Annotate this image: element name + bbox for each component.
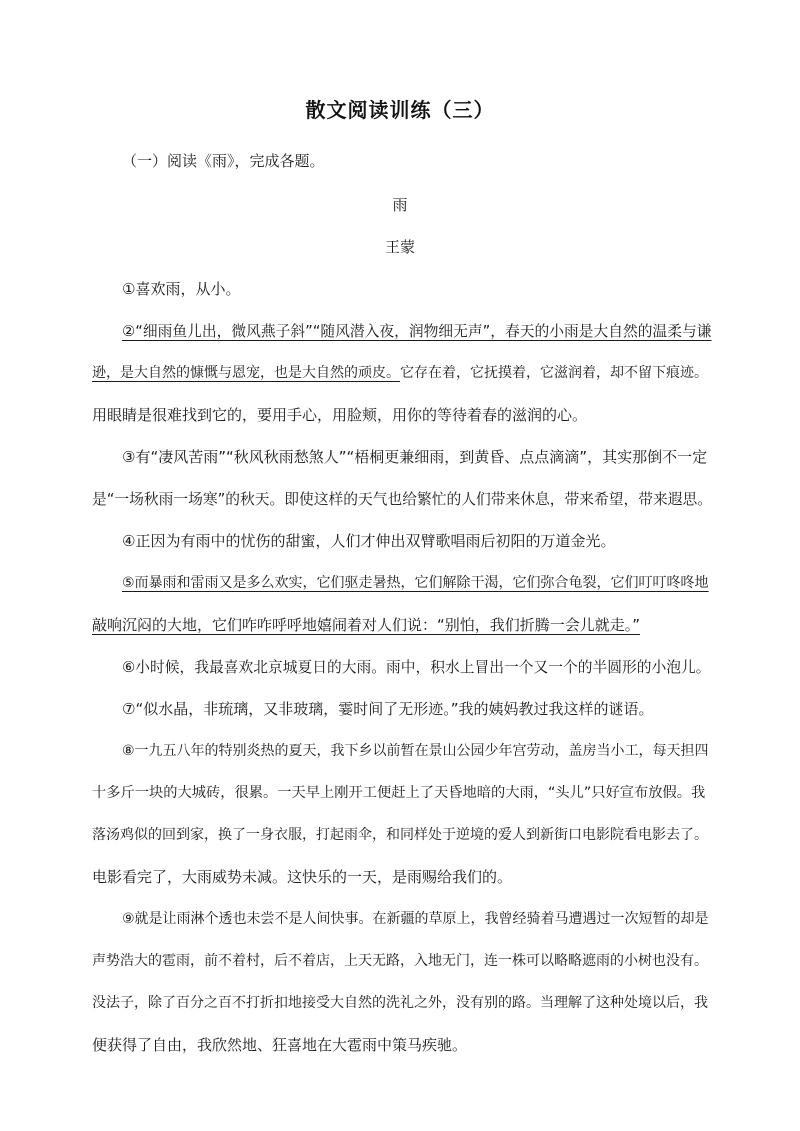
- paragraph-4: ④正因为有雨中的忧伤的甜蜜，人们才伸出双臂歌唱雨后初阳的万道金光。: [122, 532, 616, 550]
- paragraph-1: ①喜欢雨，从小。: [122, 280, 241, 298]
- paragraph-2-line-3: 用眼睛是很难找到它的，要用手心，用脸颊，用你的等待着春的滋润的心。: [92, 406, 588, 424]
- underlined-text: ⑤而暴雨和雷雨又是多么欢实，它们驱走暑热，它们解除干渴，它们弥合龟裂，它们叮叮咚咚地: [122, 575, 709, 591]
- paragraph-7: ⑦“似水晶，非琉璃，又非玻璃，霎时间了无形迹。”我的姨妈教过我这样的谜语。: [122, 700, 654, 718]
- underlined-text: 逊，是大自然的慷慨与恩宠，也是大自然的顽皮。: [92, 365, 400, 381]
- paragraph-8-line-4: 电影看完了，大雨威势未减。这快乐的一天，是雨赐给我们的。: [92, 868, 513, 886]
- paragraph-2-line-2: [92, 362, 712, 382]
- paragraph-8-line-3: 落汤鸡似的回到家，换了一身衣服，打起雨伞，和同样处于逆境的爱人到新街口电影院看电影去了。: [92, 827, 708, 843]
- paragraph-9-line-2: 声势浩大的雹雨，前不着村，后不着店，上天无路，入地无门，连一株可以略略遮雨的小树也没有。: [92, 953, 708, 969]
- paragraph-8-line-2: 十多斤一块的大城砖，很累。一天早上刚开工便赶上了天昏地暗的大雨，“头儿”只好宣布放假。我: [92, 785, 706, 801]
- underlined-text: 敲响沉闷的大地，它们咋咋呼呼地嬉闹着对人们说：“别怕，我们折腾一会儿就走。”: [92, 616, 641, 634]
- paragraph-2-line-1: [122, 320, 712, 341]
- paragraph-6: ⑥小时候，我最喜欢北京城夏日的大雨。雨中，积水上冒出一个又一个的半圆形的小泡儿。: [122, 659, 711, 676]
- paragraph-9-line-4: 便获得了自由，我欣然地、狂喜地在大雹雨中策马疾驰。: [92, 1036, 468, 1054]
- plain-text: 它存在着，它抚摸着，它滋润着，却不留下痕迹。: [400, 365, 708, 381]
- paragraph-9-line-1: ⑨就是让雨淋个透也未尝不是人间快事。在新疆的草原上，我曾经骑着马遭遇过一次短暂的却是: [122, 911, 709, 927]
- underlined-text: ②“细雨鱼儿出，微风燕子斜”“随风潜入夜，润物细无声”，春天的小雨是大自然的温柔与谦: [122, 323, 712, 340]
- paragraph-3-line-1: ③有“凄风苦雨”“秋风秋雨愁煞人”“梧桐更兼细雨，到黄昏、点点滴滴”，其实那倒不一定: [122, 448, 708, 466]
- paragraph-9-line-3: 没法子，除了百分之百不打折扣地接受大自然的洗礼之外，没有别的路。当理解了这种处境以后，我: [92, 995, 708, 1011]
- paragraph-8-line-1: ⑧一九五八年的特别炎热的夏天，我下乡以前暂在景山公园少年宫劳动，盖房当小工，每天担四: [122, 743, 709, 759]
- essay-title: 雨: [392, 196, 408, 214]
- paragraph-5-line-2: [92, 614, 712, 635]
- paragraph-5-line-1: [122, 572, 712, 592]
- page-title: 散文阅读训练（三）: [305, 98, 495, 122]
- section-heading: （一）阅读《雨》，完成各题。: [122, 152, 325, 170]
- paragraph-3-line-2: 是“一场秋雨一场寒”的秋天。即使这样的天气也给繁忙的人们带来休息，带来希望，带来遐思。: [92, 491, 712, 508]
- essay-author: 王蒙: [384, 238, 415, 256]
